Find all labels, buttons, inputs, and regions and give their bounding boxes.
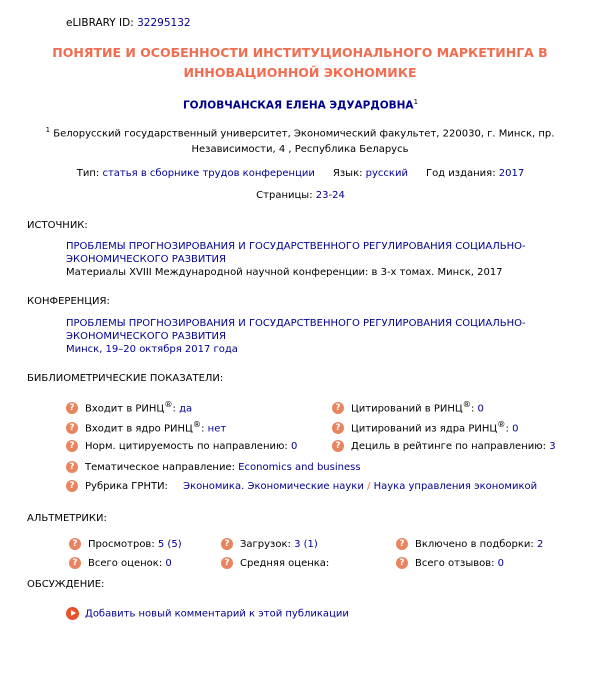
ratings-value: 0 (165, 558, 172, 569)
ratings-row (69, 557, 172, 569)
norm-row (66, 440, 297, 452)
core-in-row: ? Входит в ядро РИНЦ®: нет (66, 419, 226, 434)
decile-value: 3 (549, 441, 556, 452)
help-icon[interactable]: ? (332, 440, 344, 452)
views-value: 5 (5) (157, 539, 182, 550)
norm-label: Норм. цитируемость по направлению: (85, 441, 291, 452)
decile-label: Дециль в рейтинге по направлению: (351, 441, 550, 452)
core-in-label: Входит в ядро РИНЦ (85, 423, 193, 435)
author-name[interactable]: ГОЛОВЧАНСКАЯ ЕЛЕНА ЭДУАРДОВНА (182, 99, 414, 112)
decile-row (332, 440, 556, 452)
elibrary-id-label: eLIBRARY ID: (66, 17, 138, 29)
elibrary-id-value[interactable]: 32295132 (137, 17, 191, 29)
lang-link[interactable]: русский (365, 168, 408, 179)
theme-link[interactable]: Economics and business (238, 462, 361, 473)
help-icon[interactable]: ? (396, 538, 408, 550)
grnti-link-economics[interactable]: Экономика. Экономические науки (183, 481, 364, 492)
reviews-label: Всего отзывов: (415, 558, 498, 569)
affiliation-sup: 1 (45, 126, 51, 134)
reg-mark: ® (164, 399, 173, 409)
help-icon[interactable]: ? (332, 422, 344, 434)
core-in-value: нет (207, 423, 227, 435)
biblio-heading: БИБЛИОМЕТРИЧЕСКИЕ ПОКАЗАТЕЛИ: (27, 373, 224, 384)
ratings-label: Всего оценок: (88, 558, 166, 569)
affiliation (40, 122, 560, 158)
article-title: ПОНЯТИЕ И ОСОБЕННОСТИ ИНСТИТУЦИОНАЛЬНОГО МАРКЕТИНГА В ИННОВАЦИОННОЙ ЭКОНОМИКЕ (52, 45, 548, 80)
downloads-value: 3 (1) (294, 539, 318, 550)
views-row (69, 538, 182, 550)
source-title-link[interactable]: ПРОБЛЕМЫ ПРОГНОЗИРОВАНИЯ И ГОСУДАРСТВЕННОГО РЕГУЛИРОВАНИЯ СОЦИАЛЬНО-ЭКОНОМИЧЕСКОГО РАЗВИТИЯ (66, 241, 526, 265)
grnti-row (66, 480, 537, 492)
cite-core-value[interactable]: 0 (512, 423, 519, 435)
publication-meta (0, 168, 601, 179)
rinc-in-row: ? Входит в РИНЦ®: да (66, 399, 192, 414)
conference-block (66, 317, 566, 356)
help-icon[interactable]: ? (221, 557, 233, 569)
rinc-in-value: да (179, 403, 193, 415)
norm-value: 0 (290, 441, 298, 452)
year-label: Год издания: (425, 168, 499, 179)
downloads-label: Загрузок: (240, 539, 295, 550)
discussion-heading: ОБСУЖДЕНИЕ: (27, 579, 105, 590)
reviews-value: 0 (497, 558, 505, 569)
help-icon[interactable]: ? (66, 402, 78, 414)
author-sup: 1 (413, 98, 419, 106)
pages-label: Страницы: (256, 190, 316, 201)
pages-value[interactable]: 23-24 (315, 190, 345, 201)
source-block (66, 240, 566, 279)
altmetrics-heading: АЛЬТМЕТРИКИ: (27, 513, 107, 524)
collections-label: Включено в подборки: (415, 539, 537, 550)
cite-core-label: Цитирований из ядра РИНЦ (351, 423, 498, 435)
cite-rinc-row: ? Цитирований в РИНЦ®: 0 (332, 399, 484, 414)
help-icon[interactable]: ? (332, 402, 344, 414)
rinc-in-label: Входит в РИНЦ (85, 403, 165, 415)
theme-row (66, 461, 361, 473)
views-label: Просмотров: (88, 539, 158, 550)
avg-row (221, 557, 329, 569)
add-comment-row (66, 607, 349, 620)
collections-value[interactable]: 2 (536, 539, 544, 550)
help-icon[interactable]: ? (69, 538, 81, 550)
help-icon[interactable]: ? (396, 557, 408, 569)
reg-mark: ® (497, 419, 506, 429)
reg-mark: ® (192, 419, 202, 429)
downloads-row (221, 538, 318, 550)
theme-label: Тематическое направление: (85, 462, 239, 473)
play-icon[interactable] (66, 607, 79, 620)
collections-row (396, 538, 543, 550)
cite-rinc-label: Цитирований в РИНЦ (351, 403, 463, 415)
grnti-label: Рубрика ГРНТИ: (85, 481, 172, 492)
grnti-separator: / (363, 481, 374, 492)
source-heading: ИСТОЧНИК: (27, 220, 88, 231)
help-icon[interactable]: ? (66, 422, 78, 434)
grnti-link-management[interactable]: Наука управления экономикой (373, 481, 538, 492)
help-icon[interactable]: ? (69, 557, 81, 569)
cite-rinc-value[interactable]: 0 (477, 403, 484, 415)
help-icon[interactable]: ? (66, 480, 78, 492)
avg-label: Средняя оценка: (240, 558, 330, 569)
source-desc: Материалы XVIII Международной научной конференции: в 3-х томах. Минск, 2017 (66, 267, 503, 278)
pages (0, 190, 601, 201)
help-icon[interactable]: ? (66, 461, 78, 473)
lang-label: Язык: (332, 168, 366, 179)
help-icon[interactable]: ? (66, 440, 78, 452)
year-link[interactable]: 2017 (498, 168, 525, 179)
type-label: Тип: (76, 168, 103, 179)
reg-mark: ® (462, 399, 471, 409)
reviews-row (396, 557, 504, 569)
type-link[interactable]: статья в сборнике трудов конференции (102, 168, 315, 179)
elibrary-id (66, 17, 191, 29)
author (0, 98, 601, 112)
cite-core-row: ? Цитирований из ядра РИНЦ®: 0 (332, 419, 518, 434)
affiliation-text: Белорусский государственный университет, Экономический факультет, 220030, г. Минск, пр. Независимости, 4 , Республика Беларусь (53, 128, 555, 156)
conference-place: Минск, 19–20 октября 2017 года (66, 344, 238, 355)
add-comment-link[interactable]: Добавить новый комментарий к этой публикации (85, 608, 349, 620)
help-icon[interactable]: ? (221, 538, 233, 550)
conference-heading: КОНФЕРЕНЦИЯ: (27, 296, 110, 307)
conference-title-link[interactable]: ПРОБЛЕМЫ ПРОГНОЗИРОВАНИЯ И ГОСУДАРСТВЕННОГО РЕГУЛИРОВАНИЯ СОЦИАЛЬНО-ЭКОНОМИЧЕСКОГО РАЗВИТИЯ (66, 318, 526, 342)
